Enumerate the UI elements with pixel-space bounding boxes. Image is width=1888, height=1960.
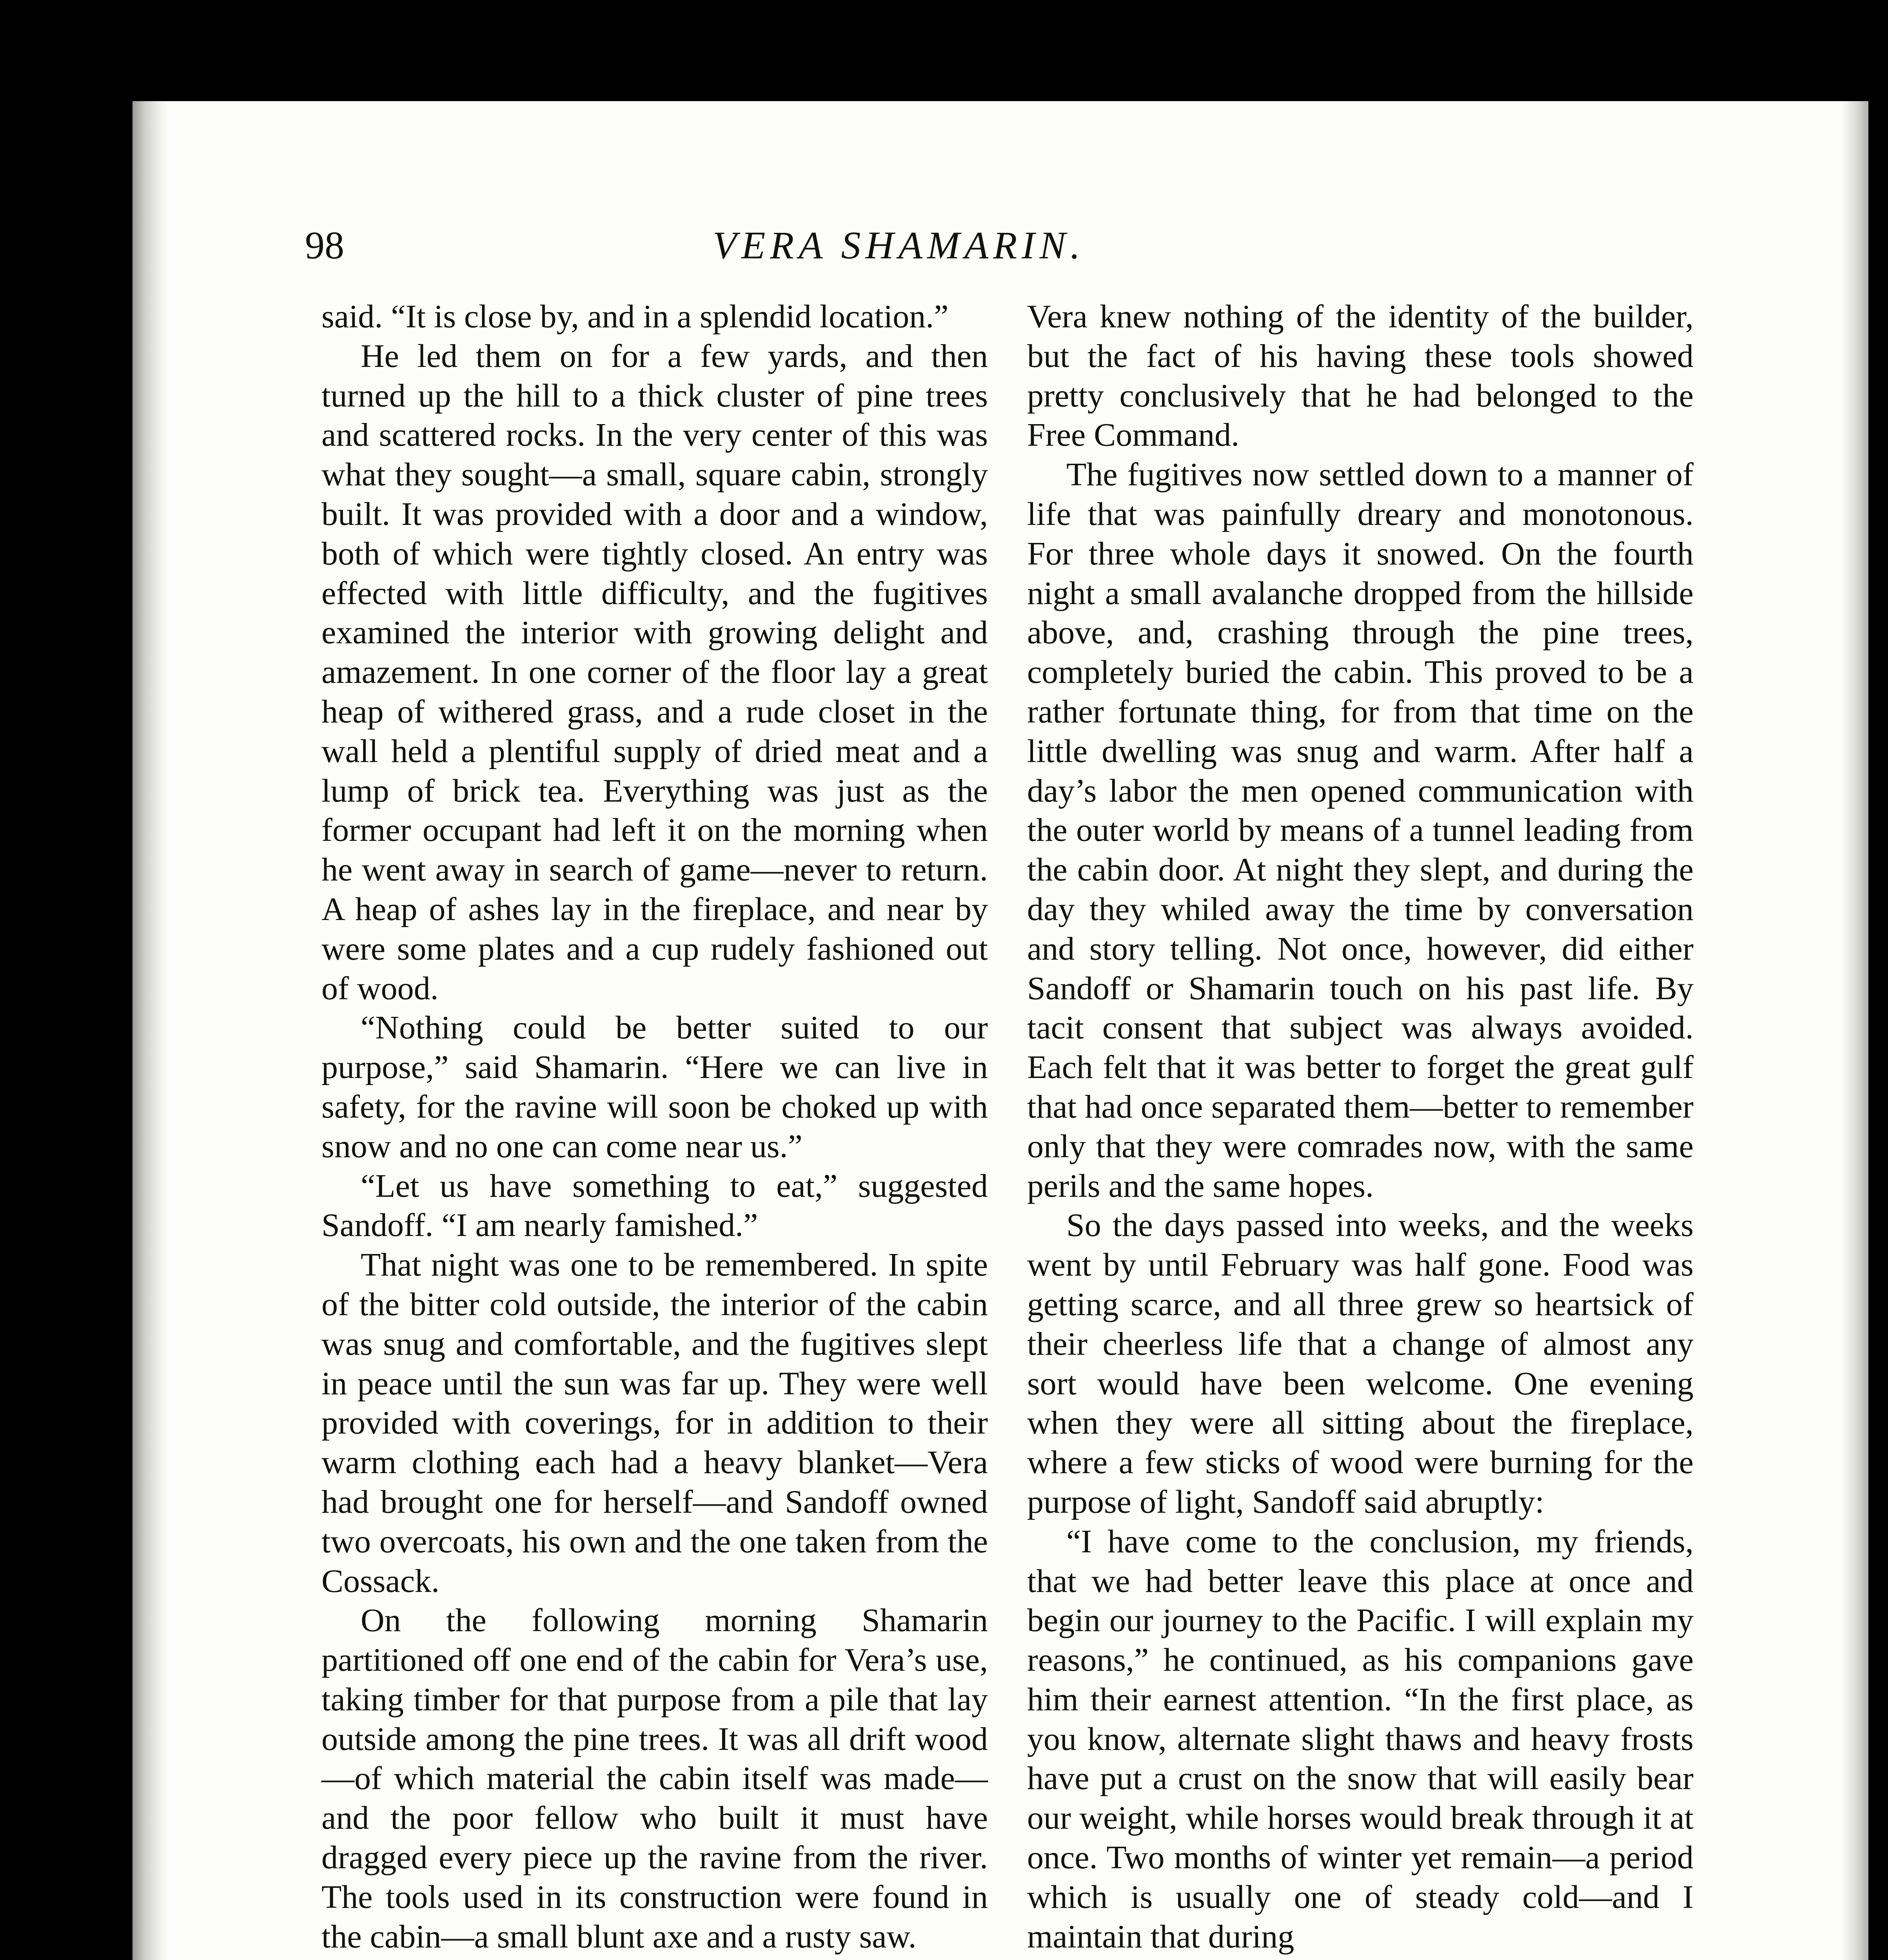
page-gutter-shadow (133, 101, 168, 1960)
paragraph: On the following morning Shamarin partitioned off one end of the cabin for Vera’s use, taking timber for that purpose from a pile that lay outside among the pine trees. It was all drift wood—of which material the cabin itself was made—and the poor fellow who built it must have dragged every piece up the ravine from the river. The tools used in its construction were found in the cabin—a small blunt axe and a rusty saw. (321, 1602, 988, 1955)
paragraph: said. “It is close by, and in a splendid location.” (321, 298, 949, 335)
book-page (133, 101, 1868, 1960)
page-edge-shadow (1841, 101, 1868, 1960)
page-header (305, 219, 1363, 270)
paragraph: He led them on for a few yards, and then turned up the hill to a thick cluster of pine trees and scattered rocks. In the very center of this was what they sought—a small, square cabin, strongly built. It was provided with a door and a window, both of which were tightly closed. An entry was effected with little difficulty, and the fugitives examined the interior with growing delight and amazement. In one corner of the floor lay a great heap of withered grass, and a rude closet in the wall held a plentiful supply of dried meat and a lump of brick tea. Everything was just as the former occupant had left it on the morning when he went away in search of game—never to return. A heap of ashes lay in the fireplace, and near by were some plates and a cup rudely fashioned out of wood. (321, 338, 988, 1007)
right-text-column (1027, 297, 1694, 1956)
paragraph: That night was one to be remembered. In spite of the bitter cold outside, the interior of the cabin was snug and comfortable, and the fugitives slept in peace until the sun was far up. They were well provided with coverings, for in addition to their warm clothing each had a heavy blanket—Vera had brought one for herself—and Sandoff owned two overcoats, his own and the one taken from the Cossack. (321, 1247, 988, 1599)
paragraph: “I have come to the conclusion, my friends, that we had better leave this place at once and begin our journey to the Pacific. I will explain my reasons,” he continued, as his companions gave him their earnest attention. “In the first place, as you know, alternate slight thaws and heavy frosts have put a crust on the snow that will easily bear our weight, while horses would break through it at once. Two months of winter yet remain—a period which is usually one of steady cold—and I maintain that during (1027, 1523, 1694, 1955)
left-text-column (321, 297, 988, 1956)
paragraph: “Let us have something to eat,” suggested Sandoff. “I am nearly famished.” (321, 1167, 988, 1244)
page-number: 98 (305, 223, 344, 267)
running-title: VERA SHAMARIN. (713, 223, 1085, 267)
paragraph: Vera knew nothing of the identity of the builder, but the fact of his having these tools showed pretty conclusively that he had belonged to the Free Command. (1027, 298, 1694, 454)
paragraph: “Nothing could be better suited to our purpose,” said Shamarin. “Here we can live in safety, for the ravine will soon be choked up with snow and no one can come near us.” (321, 1009, 988, 1165)
paragraph: So the days passed into weeks, and the weeks went by until February was half gone. Food was getting scarce, and all three grew so heartsick of their cheerless life that a change of almost any sort would have been welcome. One evening when they were all sitting about the fireplace, where a few sticks of wood were burning for the purpose of light, Sandoff said abruptly: (1027, 1207, 1694, 1520)
paragraph: The fugitives now settled down to a manner of life that was painfully dreary and monotonous. For three whole days it snowed. On the fourth night a small avalanche dropped from the hillside above, and, crashing through the pine trees, completely buried the cabin. This proved to be a rather fortunate thing, for from that time on the little dwelling was snug and warm. After half a day’s labor the men opened communication with the outer world by means of a tunnel leading from the cabin door. At night they slept, and during the day they whiled away the time by conversation and story telling. Not once, however, did either Sandoff or Shamarin touch on his past life. By tacit consent that subject was always avoided. Each felt that it was better to forget the great gulf that had once separated them—better to remember only that they were comrades now, with the same perils and the same hopes. (1027, 456, 1694, 1204)
